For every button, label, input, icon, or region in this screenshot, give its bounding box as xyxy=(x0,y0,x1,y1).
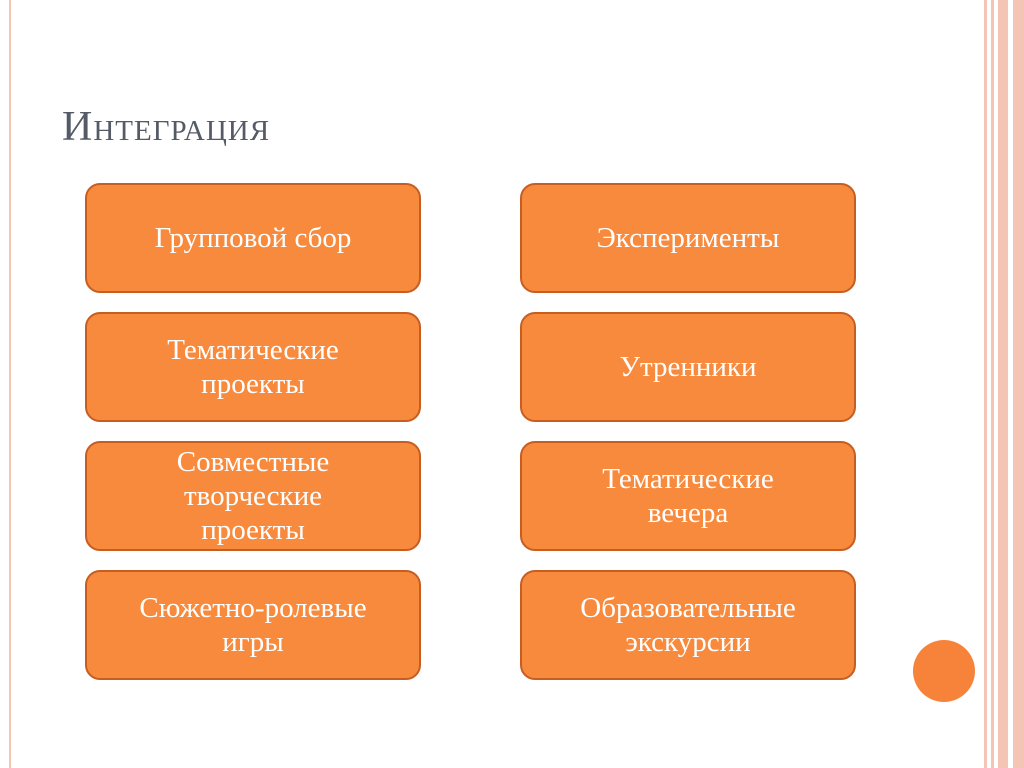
box-label: Сюжетно-ролевые игры xyxy=(139,591,367,658)
slide-frame-right-stripes xyxy=(984,0,1024,768)
frame-stripe xyxy=(991,0,994,768)
box-label: Тематические вечера xyxy=(602,462,774,529)
slide-frame-left-line xyxy=(9,0,11,768)
decorative-circle xyxy=(913,640,975,702)
box-experiments xyxy=(520,183,856,293)
frame-stripe xyxy=(984,0,987,768)
box-thematic-projects xyxy=(85,312,421,422)
box-matinees xyxy=(520,312,856,422)
box-joint-creative-projects xyxy=(85,441,421,551)
box-label: Эксперименты xyxy=(596,221,780,254)
box-label: Утренники xyxy=(619,350,757,383)
frame-stripe xyxy=(1013,0,1024,768)
box-label: Групповой сбор xyxy=(154,221,352,254)
frame-stripe xyxy=(998,0,1008,768)
box-group-meeting xyxy=(85,183,421,293)
box-thematic-evenings xyxy=(520,441,856,551)
box-label: Совместные творческие проекты xyxy=(176,445,330,547)
box-educational-excursions xyxy=(520,570,856,680)
box-label: Тематические проекты xyxy=(167,333,339,400)
box-label: Образовательные экскурсии xyxy=(580,591,796,658)
box-role-play-games xyxy=(85,570,421,680)
slide-title: Интеграция xyxy=(62,104,271,150)
